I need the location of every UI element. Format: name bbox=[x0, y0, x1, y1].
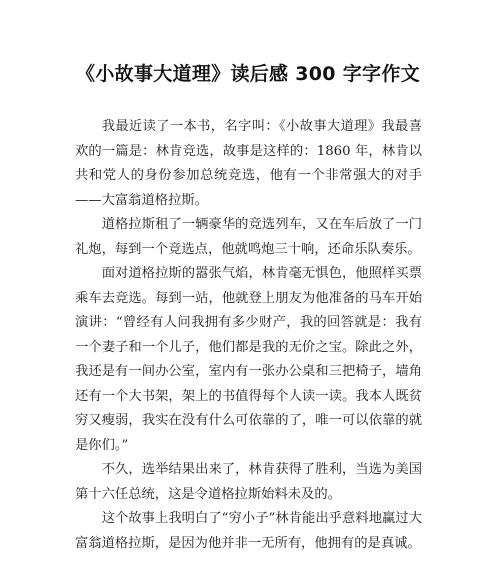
paragraph: 我最近读了一本书，名字叫：《小故事大道理》我最喜欢的一篇是：林肯竞选，故事是这样的：1860 年，林肯以共和党人的身份参加总统竞选，他有一个非常强大的对手——大富翁道格拉斯。 bbox=[75, 119, 422, 208]
paragraph: 不久，选举结果出来了，林肯获得了胜利，当选为美国第十六任总统，这是令道格拉斯始料未及的。 bbox=[75, 462, 422, 502]
document-title: 《小故事大道理》读后感 300 字字作文 bbox=[76, 63, 420, 85]
document-body bbox=[75, 115, 422, 556]
paragraph: 面对道格拉斯的嚣张气焰，林肯毫无惧色，他照样买票乘车去竞选。每到一站，他就登上朋友为他准备的马车开始演讲：“曾经有人问我拥有多少财产，我的回答就是：我有一个妻子和一个儿子，他们都是我的无价之宝。除此之外，我还是有一间办公室，室内有一张办公桌和三把椅子，墙角还有一个大书架，架上的书值得每个人读一读。我本人既贫穷又瘦弱，我实在没有什么可依靠的了，唯一可以依靠的就是你们。” bbox=[75, 266, 422, 453]
paragraph: 道格拉斯租了一辆豪华的竞选列车，又在车后放了一门礼炮，每到一个竞选点，他就鸣炮三十响，还命乐队奏乐。 bbox=[75, 217, 422, 257]
paragraph: 这个故事上我明白了“穷小子”林肯能出乎意料地赢过大富翁道格拉斯，是因为他并非一无所有，他拥有的是真诚。 bbox=[75, 511, 422, 551]
